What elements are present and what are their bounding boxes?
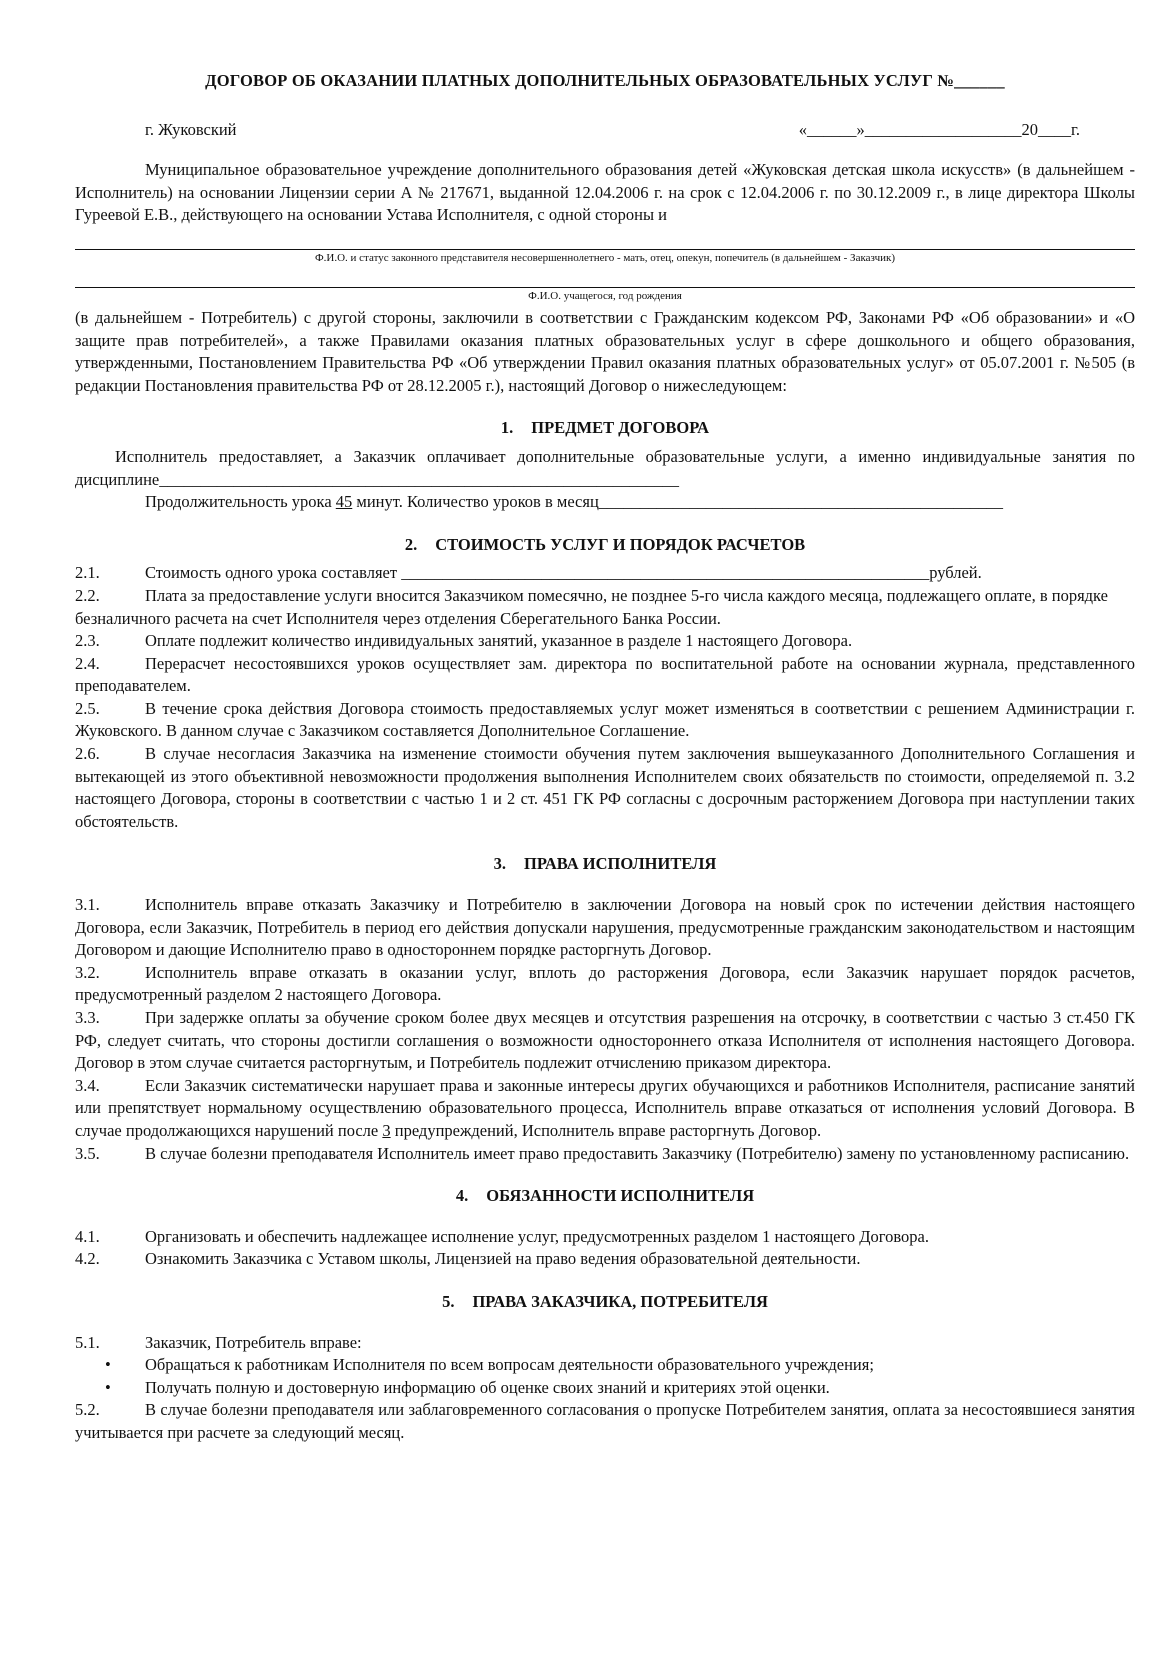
clause-text-end: предупреждений, Исполнитель вправе расторгнуть Договор. [390, 1120, 822, 1140]
clause-2-2 [75, 585, 1135, 630]
section-1-paragraph-1: Исполнитель предоставляет, а Заказчик оплачивает дополнительные образовательные услуги, а именно индивидуальные занятия по дисциплине_______________________________________________________________ [75, 446, 1135, 489]
clause-number: 2.2. [75, 585, 100, 605]
intro-paragraph: Муниципальное образовательное учреждение дополнительного образования детей «Жуковская детская школа искусств» (в дальнейшем - Исполнитель) на основании Лицензии серии А № 217671, выданной 12.04.2006 г. на срок с 12.04.2006 г. по 30.12.2009 г., в лице директора Школы Гуреевой Е.В., действующего на основании Устава Исполнителя, с одной стороны и [75, 160, 1135, 225]
city-date-row [75, 119, 1135, 142]
section-2-clauses [75, 562, 1135, 833]
clause-text: В случае болезни преподавателя или заблаговременного согласования о пропуске Потребителем занятия, оплата за несостоявшиеся занятия учитывается при расчете за следующий месяц. [75, 1400, 1135, 1442]
section-5-heading: ПРАВА ЗАКАЗЧИКА, ПОТРЕБИТЕЛЯ [472, 1291, 768, 1311]
clause-number: 3.5. [75, 1143, 100, 1163]
clause-text: Стоимость одного урока составляет ________________________________________________________________рублей. [145, 563, 982, 583]
clause-text: В случае болезни преподавателя Исполнитель имеет право предоставить Заказчику (Потребителю) замену по установленному расписанию. [145, 1143, 1130, 1163]
section-3-number: 3. [493, 854, 507, 874]
customer-name-line [75, 231, 1135, 250]
section-4-title [75, 1185, 1135, 1208]
clause-text: Оплате подлежит количество индивидуальных занятий, указанное в разделе 1 настоящего Договора. [145, 631, 853, 651]
clause-3-2 [75, 962, 1135, 1007]
clause-text: Организовать и обеспечить надлежащее исполнение услуг, предусмотренных разделом 1 настоящего Договора. [145, 1226, 929, 1246]
clause-text: При задержке оплаты за обучение сроком более двух месяцев и отсутствия разрешения на отсрочку, в соответствии с частью 3 ст.450 ГК РФ, следует считать, что стороны достигли соглашения о возможности одностороннего отказа Исполнителя от исполнения настоящего Договора. Договор в этом случае считается расторгнутым, и Потребитель подлежит отчислению приказом директора. [75, 1008, 1135, 1073]
clause-text: Исполнитель вправе отказать Заказчику и Потребителю в заключении Договора на новый срок по истечении действия настоящего Договора, если Заказчик, Потребитель в период его действия допускали нарушения, предусмотренные гражданским законодательством и настоящим Договором и дающие Исполнителю право в одностороннем порядке расторгнуть Договор. [75, 895, 1135, 960]
clause-number: 3.4. [75, 1075, 100, 1095]
section-2-heading: СТОИМОСТЬ УСЛУГ И ПОРЯДОК РАСЧЕТОВ [435, 534, 806, 554]
clause-2-5 [75, 698, 1135, 743]
clause-text: В случае несогласия Заказчика на изменение стоимости обучения путем заключения вышеуказанного Дополнительного Соглашения и вытекающей из этого объективной невозможности продолжения выполнения Исполнителем своих обязательств по стоимости, определяемой п. 3.2 настоящего Договора, стороны в соответствии с частью 1 и 2 ст. 451 ГК РФ согласны с досрочным расторжением Договора при наступлении таких обстоятельств. [75, 744, 1135, 831]
intro-paragraph-2: (в дальнейшем - Потребитель) с другой стороны, заключили в соответствии с Гражданским кодексом РФ, Законами РФ «Об образовании» и «О защите прав потребителей», а также Правилами оказания платных образовательных услуг в сфере дошкольного и общего образования, утвержденными, Постановлением Правительства РФ «Об утверждении Правил оказания платных образовательных услуг» от 05.07.2001 г. №505 (в редакции Постановления правительства РФ от 28.12.2005 г.), настоящий Договор о нижеследующем: [75, 307, 1135, 395]
clause-number: 3.1. [75, 895, 100, 915]
bullet-icon: • [105, 1377, 111, 1397]
clause-text: В течение срока действия Договора стоимость предоставляемых услуг может изменяться в соответствии с решением Администрации г. Жуковского. В данном случае с Заказчиком составляется Дополнительное Соглашение. [75, 698, 1135, 741]
bullet-text: Получать полную и достоверную информацию об оценке своих знаний и критериях этой оценки. [145, 1377, 830, 1397]
clause-text: Исполнитель вправе отказать в оказании услуг, вплоть до расторжения Договора, если Заказчик нарушает порядок расчетов, предусмотренный разделом 2 настоящего Договора. [75, 962, 1135, 1005]
consumer-caption: Ф.И.О. учащегося, год рождения [528, 289, 682, 302]
clause-2-1 [75, 562, 1135, 585]
section-2-number: 2. [404, 534, 418, 554]
clause-5-1 [75, 1332, 1135, 1355]
section-5-title [75, 1291, 1135, 1314]
document-title: ДОГОВОР ОБ ОКАЗАНИИ ПЛАТНЫХ ДОПОЛНИТЕЛЬНЫХ ОБРАЗОВАТЕЛЬНЫХ УСЛУГ №______ [205, 71, 1005, 90]
clause-number: 3.2. [75, 962, 100, 982]
clause-2-6 [75, 743, 1135, 833]
clause-3-4 [75, 1075, 1135, 1143]
clause-text: Ознакомить Заказчика с Уставом школы, Лицензией на право ведения образовательной деятельности. [145, 1249, 861, 1269]
warnings-count: 3 [382, 1120, 391, 1140]
bullet-text: Обращаться к работникам Исполнителя по всем вопросам деятельности образовательного учреждения; [145, 1355, 874, 1375]
clause-5-2 [75, 1399, 1135, 1444]
customer-caption: Ф.И.О. и статус законного представителя несовершеннолетнего - мать, отец, опекун, попечитель (в дальнейшем - Заказчик) [314, 251, 896, 264]
clause-text: Заказчик, Потребитель вправе: [145, 1332, 362, 1352]
consumer-name-line [75, 269, 1135, 288]
clause-2-3 [75, 630, 1135, 653]
section-4-heading: ОБЯЗАННОСТИ ИСПОЛНИТЕЛЯ [486, 1186, 755, 1206]
clause-text: Перерасчет несостоявшихся уроков осуществляет зам. директора по воспитательной работе на основании журнала, представленного преподавателем. [75, 653, 1135, 696]
clause-number: 4.2. [75, 1249, 100, 1269]
bullet-item [75, 1354, 1135, 1377]
section-3-heading: ПРАВА ИСПОЛНИТЕЛЯ [524, 854, 717, 874]
bullet-item [75, 1377, 1135, 1400]
clause-number: 2.3. [75, 631, 100, 651]
clause-number: 2.4. [75, 653, 100, 673]
section-2-title [75, 534, 1135, 557]
clause-3-3 [75, 1007, 1135, 1075]
clause-3-5 [75, 1143, 1135, 1166]
clause-number: 5.1. [75, 1332, 100, 1352]
section-1-paragraph-2 [75, 491, 1135, 514]
section-3-title [75, 853, 1135, 876]
section-1-number: 1. [500, 418, 514, 438]
city: г. Жуковский [145, 119, 237, 139]
lesson-minutes: 45 [335, 492, 353, 512]
lesson-duration-label: Продолжительность урока [145, 492, 336, 512]
clause-number: 2.6. [75, 744, 100, 764]
lessons-per-month-label: минут. Количество уроков в месяц_________________________________________________ [352, 492, 1004, 512]
section-4-number: 4. [455, 1186, 469, 1206]
clause-3-1 [75, 894, 1135, 962]
clause-text: Если Заказчик систематически нарушает права и законные интересы других обучающихся и работников Исполнителя, расписание занятий или препятствует нормальному осуществлению образовательного процесса, Исполнитель вправе отказаться от исполнения условий Договора. В случае продолжающихся нарушений после [75, 1075, 1135, 1140]
section-5-number: 5. [442, 1291, 455, 1311]
clause-2-4 [75, 653, 1135, 698]
contract-page [75, 70, 1135, 1445]
clause-number: 3.3. [75, 1008, 100, 1027]
clause-number: 2.1. [75, 563, 100, 583]
clause-number: 2.5. [75, 698, 100, 718]
section-1-title [75, 417, 1135, 440]
clause-4-2 [75, 1248, 1135, 1271]
bullet-icon: • [105, 1355, 111, 1375]
clause-number: 5.2. [75, 1400, 100, 1420]
clause-number: 4.1. [75, 1226, 100, 1246]
clause-text: Плата за предоставление услуги вносится Заказчиком помесячно, не позднее 5-го числа каждого месяца, подлежащего оплате, в порядке безналичного расчета на счет Исполнителя через отделения Сберегательного Банка России. [75, 585, 1108, 628]
section-1-heading: ПРЕДМЕТ ДОГОВОРА [531, 418, 710, 438]
date-line: «______»___________________20____г. [798, 119, 1080, 139]
clause-4-1 [75, 1226, 1135, 1249]
